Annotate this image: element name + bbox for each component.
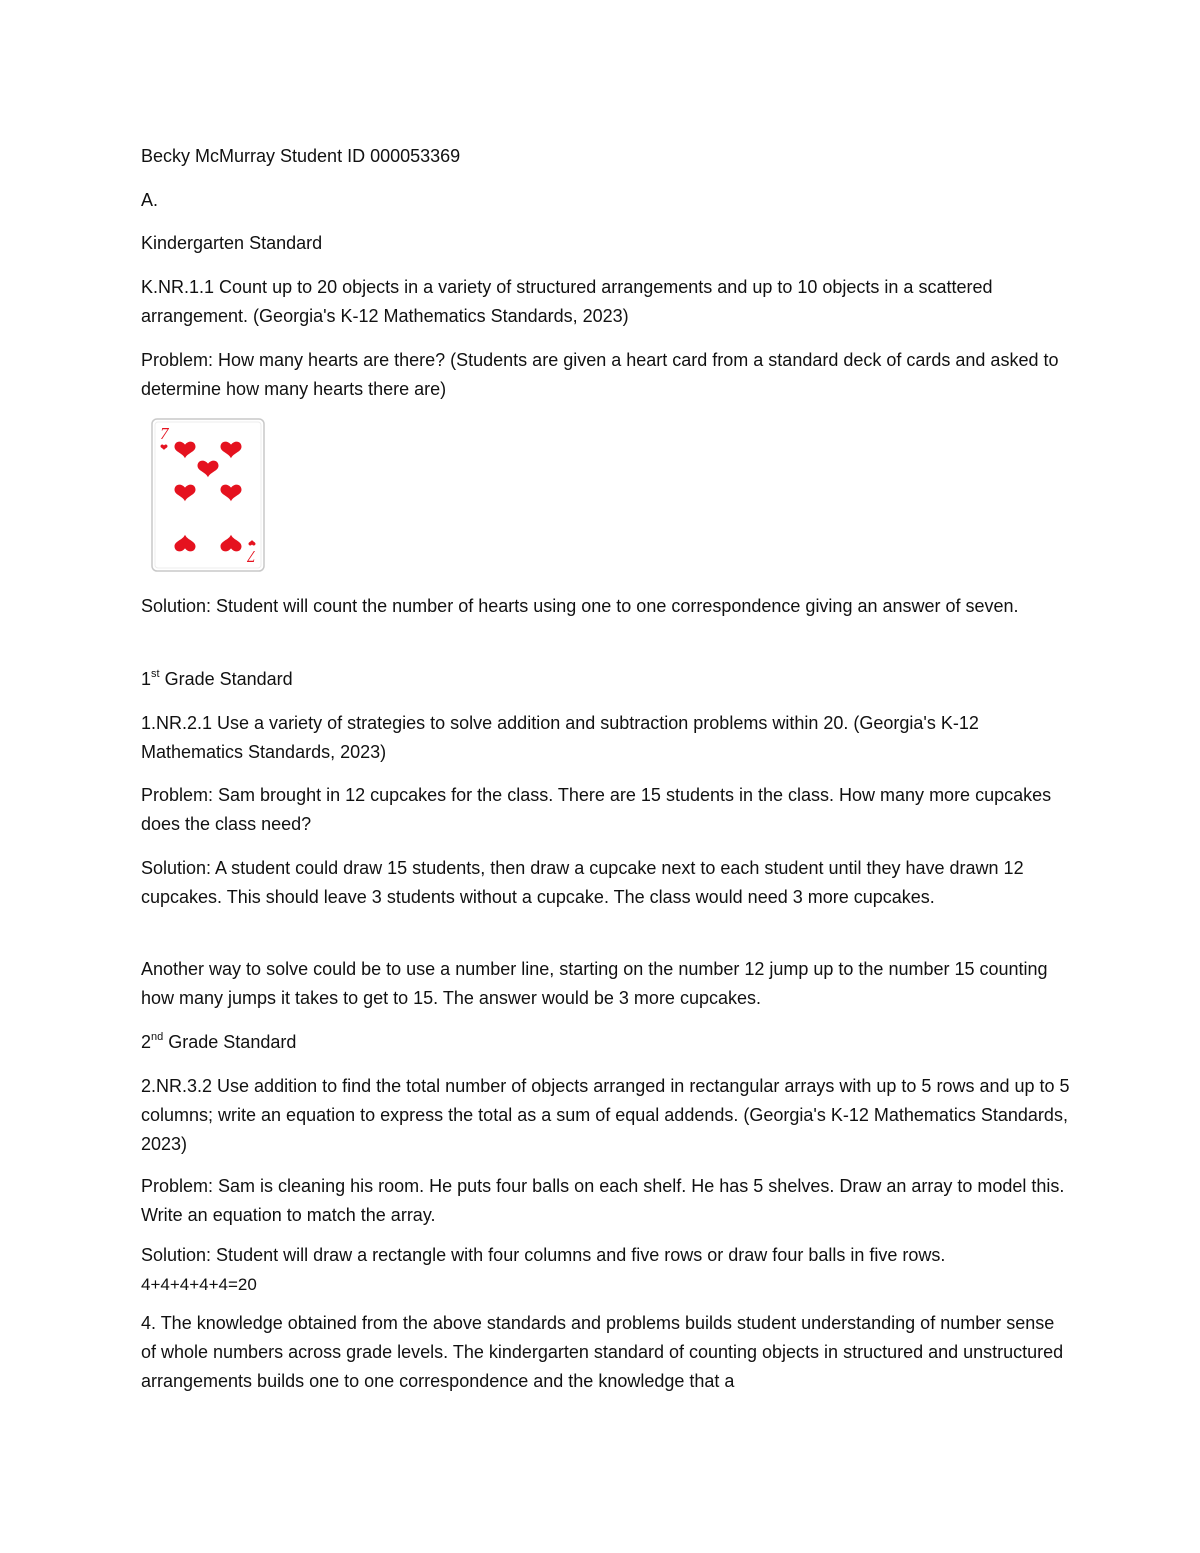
second-grade-equation: 4+4+4+4+4=20 [141, 1275, 257, 1294]
second-grade-problem: Problem: Sam is cleaning his room. He puts four balls on each shelf. He has 5 shelves. Draw an array to model this. Write an equation to match the array. [141, 1176, 1065, 1225]
kindergarten-heading: Kindergarten Standard [141, 233, 323, 253]
first-grade-solution: Solution: A student could draw 15 students, then draw a cupcake next to each student until they have drawn 12 cupcakes. This should leave 3 students without a cupcake. The class would need 3 more cupcakes. [141, 858, 1024, 907]
second-grade-solution: Solution: Student will draw a rectangle with four columns and five rows or draw four balls in five rows. [141, 1245, 946, 1265]
card-rank-top: 7 [160, 424, 169, 443]
first-grade-problem: Problem: Sam brought in 12 cupcakes for the class. There are 15 students in the class. How many more cupcakes does the class need? [141, 785, 1052, 834]
kindergarten-problem: Problem: How many hearts are there? (Students are given a heart card from a standard deck of cards and asked to determine how many hearts there are) [141, 350, 1059, 399]
seven-of-hearts-card-image [151, 418, 265, 572]
card-rank-bottom: 7 [247, 547, 256, 566]
second-grade-heading: 2nd Grade Standard [141, 1031, 297, 1052]
kindergarten-solution: Solution: Student will count the number of hearts using one to one correspondence giving an answer of seven. [141, 596, 1019, 616]
section-letter: A. [141, 190, 159, 210]
kindergarten-standard: K.NR.1.1 Count up to 20 objects in a variety of structured arrangements and up to 10 objects in a scattered arrangement. (Georgia's K-12 Mathematics Standards, 2023) [141, 277, 993, 326]
second-grade-standard: 2.NR.3.2 Use addition to find the total number of objects arranged in rectangular arrays with up to 5 rows and up to 5 columns; write an equation to express the total as a sum of equal addends. (Georgia's K-12 Mathematics Standards, 2023) [141, 1076, 1070, 1154]
author-line: Becky McMurray Student ID 000053369 [141, 146, 461, 166]
first-grade-standard: 1.NR.2.1 Use a variety of strategies to solve addition and subtraction problems within 20. (Georgia's K-12 Mathematics Standards, 2023) [141, 713, 979, 762]
card-border [152, 419, 264, 571]
first-grade-alternative: Another way to solve could be to use a number line, starting on the number 12 jump up to the number 15 counting how many jumps it takes to get to 15. The answer would be 3 more cupcakes. [141, 959, 1048, 1008]
first-grade-heading: 1st Grade Standard [141, 668, 293, 689]
part-four-paragraph: 4. The knowledge obtained from the above standards and problems builds student understanding of number sense of whole numbers across grade levels. The kindergarten standard of counting objects in structured and unstructured arrangements builds one to one correspondence and the knowledge that a [141, 1313, 1064, 1391]
